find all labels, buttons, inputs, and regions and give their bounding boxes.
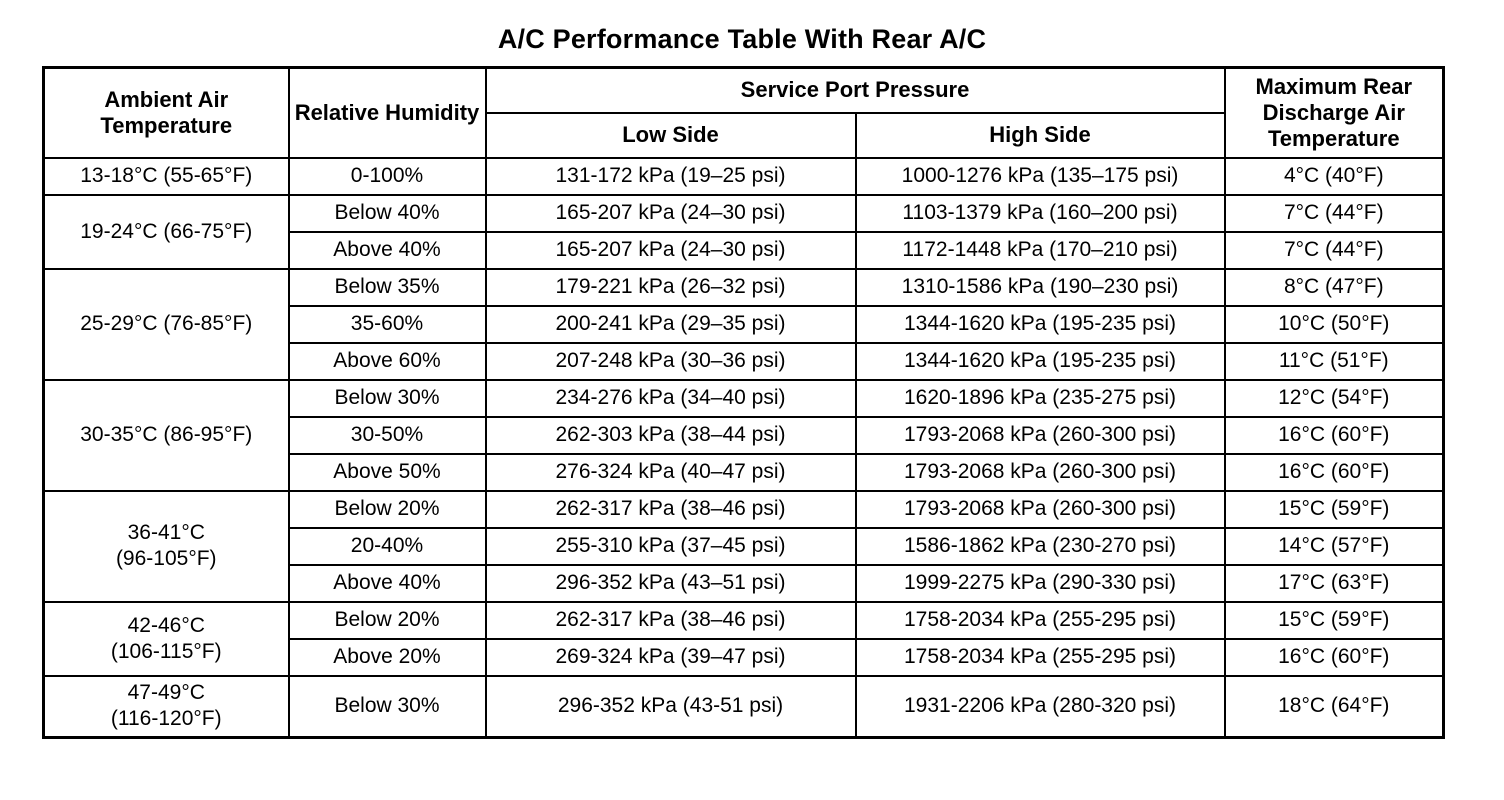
header-service-port-pressure: Service Port Pressure [486,68,1225,113]
table-row [44,380,1444,417]
max-temp-cell: 7°C (44°F) [1225,232,1444,269]
high-side-cell: 1999-2275 kPa (290-330 psi) [856,565,1225,602]
humidity-cell: Above 40% [289,232,486,269]
max-temp-cell: 10°C (50°F) [1225,306,1444,343]
high-side-cell: 1620-1896 kPa (235-275 psi) [856,380,1225,417]
low-side-cell: 200-241 kPa (29–35 psi) [486,306,856,343]
high-side-cell: 1931-2206 kPa (280-320 psi) [856,676,1225,738]
high-side-cell: 1103-1379 kPa (160–200 psi) [856,195,1225,232]
page-title: A/C Performance Table With Rear A/C [497,24,987,54]
humidity-cell: 20-40% [289,528,486,565]
max-temp-cell: 8°C (47°F) [1225,269,1444,306]
header-relative-humidity: Relative Humidity [289,68,486,158]
low-side-cell: 179-221 kPa (26–32 psi) [486,269,856,306]
humidity-cell: Above 20% [289,639,486,676]
low-side-cell: 276-324 kPa (40–47 psi) [486,454,856,491]
low-side-cell: 207-248 kPa (30–36 psi) [486,343,856,380]
ac-performance-table [42,66,1445,739]
high-side-cell: 1000-1276 kPa (135–175 psi) [856,158,1225,195]
ambient-cell: 19-24°C (66-75°F) [44,195,289,269]
header-ambient-air-temperature: Ambient Air Temperature [44,68,289,158]
low-side-cell: 255-310 kPa (37–45 psi) [486,528,856,565]
max-temp-cell: 12°C (54°F) [1225,380,1444,417]
high-side-cell: 1793-2068 kPa (260-300 psi) [856,454,1225,491]
low-side-cell: 296-352 kPa (43-51 psi) [486,676,856,738]
max-temp-cell: 18°C (64°F) [1225,676,1444,738]
ambient-cell [44,676,289,738]
low-side-cell: 165-207 kPa (24–30 psi) [486,232,856,269]
ambient-fahrenheit: (106-115°F) [110,639,222,663]
high-side-cell: 1586-1862 kPa (230-270 psi) [856,528,1225,565]
high-side-cell: 1758-2034 kPa (255-295 psi) [856,602,1225,639]
header-high-side: High Side [856,113,1225,158]
max-temp-cell: 7°C (44°F) [1225,195,1444,232]
ambient-cell: 30-35°C (86-95°F) [44,380,289,491]
humidity-cell: Above 50% [289,454,486,491]
max-temp-cell: 4°C (40°F) [1225,158,1444,195]
max-temp-cell: 15°C (59°F) [1225,491,1444,528]
ambient-celsius: 42-46°C [127,613,205,637]
high-side-cell: 1344-1620 kPa (195-235 psi) [856,343,1225,380]
ambient-cell [44,602,289,676]
ambient-cell [44,491,289,602]
humidity-cell: Below 30% [289,676,486,738]
high-side-cell: 1793-2068 kPa (260-300 psi) [856,417,1225,454]
low-side-cell: 234-276 kPa (34–40 psi) [486,380,856,417]
low-side-cell: 262-303 kPa (38–44 psi) [486,417,856,454]
max-temp-cell: 16°C (60°F) [1225,639,1444,676]
low-side-cell: 262-317 kPa (38–46 psi) [486,602,856,639]
high-side-cell: 1310-1586 kPa (190–230 psi) [856,269,1225,306]
low-side-cell: 131-172 kPa (19–25 psi) [486,158,856,195]
ambient-cell: 25-29°C (76-85°F) [44,269,289,380]
ambient-cell: 13-18°C (55-65°F) [44,158,289,195]
max-temp-cell: 16°C (60°F) [1225,417,1444,454]
humidity-cell: Below 30% [289,380,486,417]
ambient-celsius: 47-49°C [127,681,205,705]
max-temp-cell: 14°C (57°F) [1225,528,1444,565]
table-row [44,602,1444,639]
humidity-cell: 35-60% [289,306,486,343]
table-row [44,158,1444,195]
humidity-cell: Below 35% [289,269,486,306]
humidity-cell: Below 20% [289,602,486,639]
humidity-cell: Above 60% [289,343,486,380]
table-row [44,195,1444,232]
high-side-cell: 1793-2068 kPa (260-300 psi) [856,491,1225,528]
table-row [44,269,1444,306]
table-row [44,491,1444,528]
humidity-cell: Above 40% [289,565,486,602]
ambient-celsius: 36-41°C [127,521,205,544]
header-low-side: Low Side [486,113,856,158]
low-side-cell: 269-324 kPa (39–47 psi) [486,639,856,676]
max-temp-cell: 15°C (59°F) [1225,602,1444,639]
low-side-cell: 296-352 kPa (43–51 psi) [486,565,856,602]
header-max-rear-discharge-temp: Maximum Rear Discharge Air Temperature [1225,68,1444,158]
table-row [44,676,1444,738]
humidity-cell: Below 20% [289,491,486,528]
low-side-cell: 262-317 kPa (38–46 psi) [486,491,856,528]
low-side-cell: 165-207 kPa (24–30 psi) [486,195,856,232]
ambient-fahrenheit: (116-120°F) [110,707,222,731]
max-temp-cell: 17°C (63°F) [1225,565,1444,602]
high-side-cell: 1758-2034 kPa (255-295 psi) [856,639,1225,676]
max-temp-cell: 16°C (60°F) [1225,454,1444,491]
high-side-cell: 1172-1448 kPa (170–210 psi) [856,232,1225,269]
humidity-cell: 0-100% [289,158,486,195]
humidity-cell: Below 40% [289,195,486,232]
humidity-cell: 30-50% [289,417,486,454]
ambient-fahrenheit: (96-105°F) [115,547,217,570]
max-temp-cell: 11°C (51°F) [1225,343,1444,380]
high-side-cell: 1344-1620 kPa (195-235 psi) [856,306,1225,343]
